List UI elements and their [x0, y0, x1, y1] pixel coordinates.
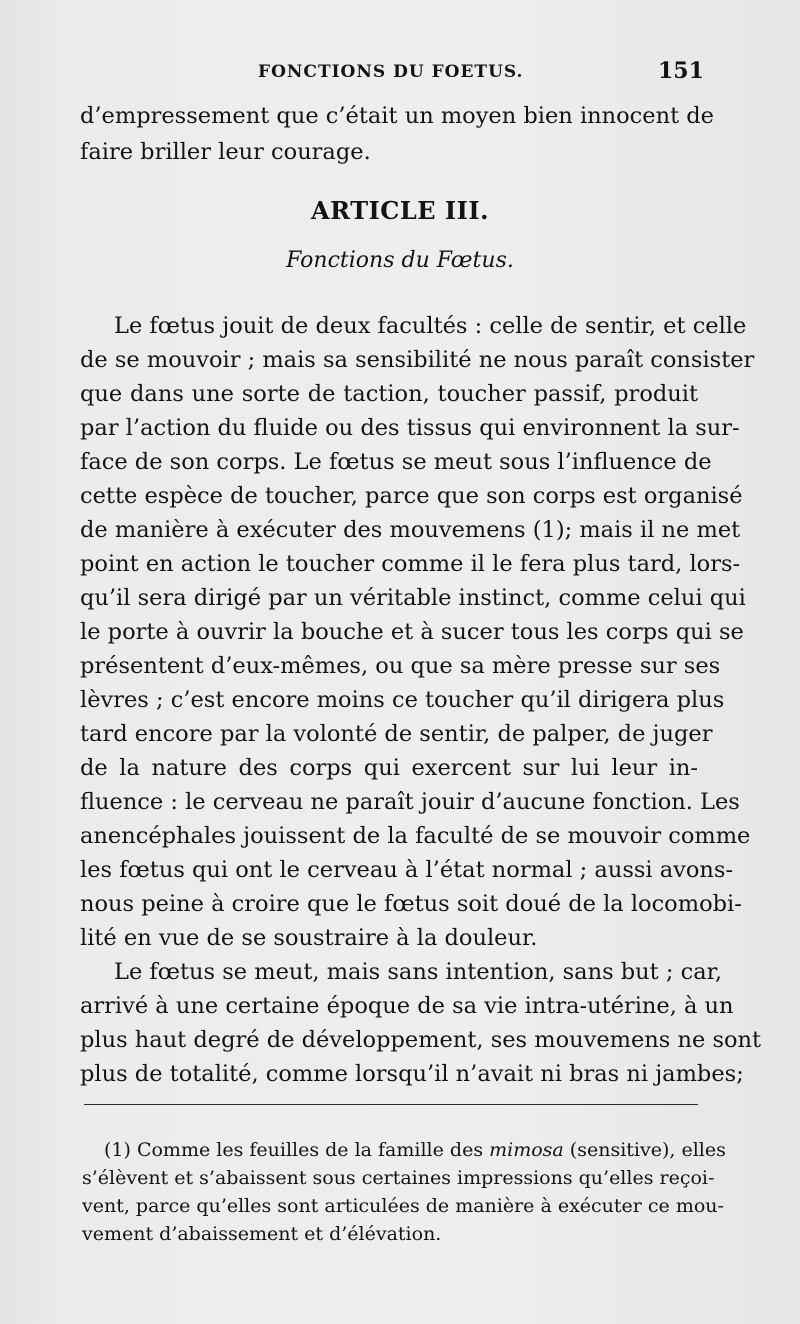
text-line: face de son corps. Le fœtus se meut sous l’influence de [80, 449, 712, 475]
text-line: qu’il sera dirigé par un véritable instinct, comme celui qui [80, 585, 746, 611]
text-line: plus haut degré de développement, ses mouvemens ne sont [80, 1027, 762, 1053]
text-line: le porte à ouvrir la bouche et à sucer tous les corps qui se [80, 619, 744, 645]
footnote-rule [84, 1104, 698, 1105]
text-line: cette espèce de toucher, parce que son corps est organisé [80, 483, 743, 509]
text-line: présentent d’eux-mêmes, ou que sa mère presse sur ses [80, 653, 721, 679]
footnote-line [104, 1136, 726, 1164]
text-line: anencéphales jouissent de la faculté de se mouvoir comme [80, 823, 751, 849]
text-line: lité en vue de se soustraire à la douleur. [80, 925, 538, 951]
article-heading: ARTICLE III. [311, 196, 489, 225]
text-line: faire briller leur courage. [80, 139, 371, 165]
text-line: par l’action du fluide ou des tissus qui environnent la sur- [80, 415, 740, 441]
footnote-line: vement d’abaissement et d’élévation. [82, 1223, 442, 1245]
text-line: les fœtus qui ont le cerveau à l’état normal ; aussi avons- [80, 857, 734, 883]
running-head [258, 58, 704, 86]
text-line: de la nature des corps qui exercent sur lui leur in- [80, 755, 698, 781]
text-line: Le fœtus se meut, mais sans intention, sans but ; car, [114, 959, 723, 985]
footnote-line: vent, parce qu’elles sont articulées de manière à exécuter ce mou- [82, 1195, 724, 1217]
text-line: de manière à exécuter des mouvemens (1); mais il ne met [80, 517, 741, 543]
text-line: fluence : le cerveau ne paraît jouir d’aucune fonction. Les [80, 789, 740, 815]
text-line: lèvres ; c’est encore moins ce toucher qu’il dirigera plus [80, 687, 725, 713]
text-line: nous peine à croire que le fœtus soit doué de la locomobi- [80, 891, 742, 917]
text-line: plus de totalité, comme lorsqu’il n’avait ni bras ni jambes; [80, 1061, 744, 1087]
text-line: de se mouvoir ; mais sa sensibilité ne nous paraît consister [80, 347, 755, 373]
footnote-line-text: (1) Comme les feuilles de la famille des mimosa (sensitive), elles [104, 1139, 726, 1161]
text-line: que dans une sorte de taction, toucher passif, produit [80, 381, 698, 407]
article-subheading: Fonctions du Fœtus. [286, 248, 514, 273]
running-title: FONCTIONS DU FOETUS. [258, 62, 524, 82]
footnote-line: s’élèvent et s’abaissent sous certaines impressions qu’elles reçoi- [82, 1167, 715, 1189]
text-line: arrivé à une certaine époque de sa vie intra-utérine, à un [80, 993, 734, 1019]
text-line: tard encore par la volonté de sentir, de palper, de juger [80, 721, 713, 747]
text-line: Le fœtus jouit de deux facultés : celle de sentir, et celle [114, 313, 747, 339]
text-line: d’empressement que c’était un moyen bien innocent de [80, 103, 714, 129]
page-number: 151 [658, 58, 704, 84]
text-line: point en action le toucher comme il le fera plus tard, lors- [80, 551, 741, 577]
